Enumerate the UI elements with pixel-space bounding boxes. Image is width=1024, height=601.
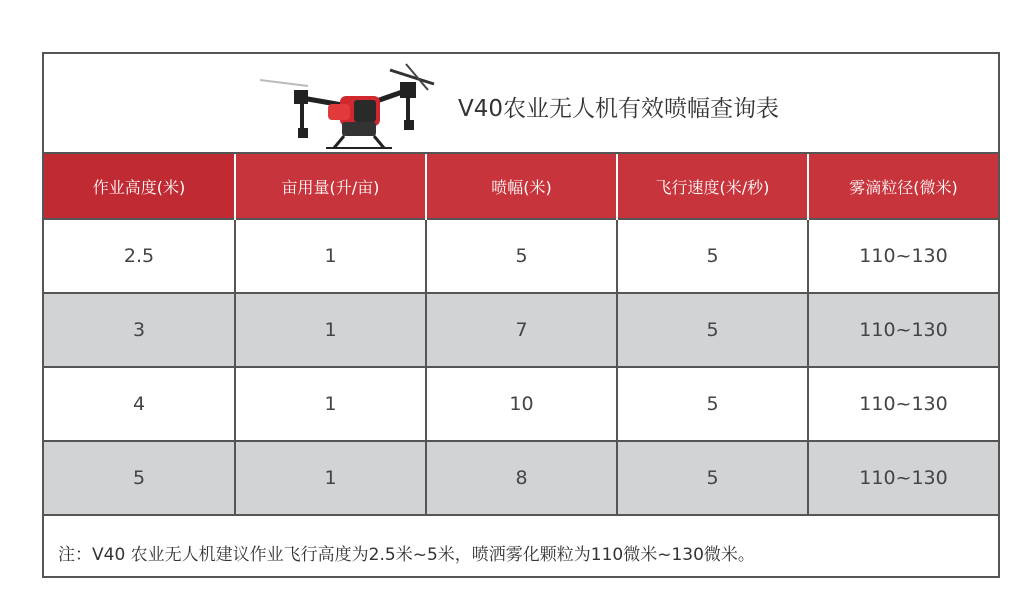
table-row <box>44 219 998 293</box>
cell-spray-width: 10 <box>426 367 617 441</box>
cell-dosage: 1 <box>235 293 426 367</box>
cell-spray-width: 8 <box>426 441 617 515</box>
header-flight-speed: 飞行速度(米/秒) <box>617 154 808 219</box>
cell-height: 4 <box>44 367 235 441</box>
cell-droplet-size: 110~130 <box>808 293 998 367</box>
agricultural-drone-image <box>258 60 438 150</box>
cell-droplet-size: 110~130 <box>808 219 998 293</box>
cell-droplet-size: 110~130 <box>808 367 998 441</box>
cell-height: 5 <box>44 441 235 515</box>
cell-flight-speed: 5 <box>617 367 808 441</box>
spray-width-table-sheet <box>42 52 1000 578</box>
cell-flight-speed: 5 <box>617 293 808 367</box>
header-droplet-size: 雾滴粒径(微米) <box>808 154 998 219</box>
cell-spray-width: 7 <box>426 293 617 367</box>
spray-width-table <box>44 154 998 516</box>
table-row <box>44 441 998 515</box>
header-dosage: 亩用量(升/亩) <box>235 154 426 219</box>
cell-droplet-size: 110~130 <box>808 441 998 515</box>
header-spray-width: 喷幅(米) <box>426 154 617 219</box>
title-row <box>44 54 998 154</box>
cell-height: 2.5 <box>44 219 235 293</box>
cell-flight-speed: 5 <box>617 441 808 515</box>
cell-dosage: 1 <box>235 367 426 441</box>
table-row <box>44 367 998 441</box>
table-row <box>44 293 998 367</box>
cell-height: 3 <box>44 293 235 367</box>
cell-dosage: 1 <box>235 441 426 515</box>
cell-spray-width: 5 <box>426 219 617 293</box>
cell-flight-speed: 5 <box>617 219 808 293</box>
table-header-row <box>44 154 998 219</box>
footnote: 注：V40 农业无人机建议作业飞行高度为2.5米~5米，喷洒雾化颗粒为110微米~130微米。 <box>58 545 755 565</box>
table-title: V40农业无人机有效喷幅查询表 <box>458 96 780 122</box>
cell-dosage: 1 <box>235 219 426 293</box>
header-height: 作业高度(米) <box>44 154 235 219</box>
